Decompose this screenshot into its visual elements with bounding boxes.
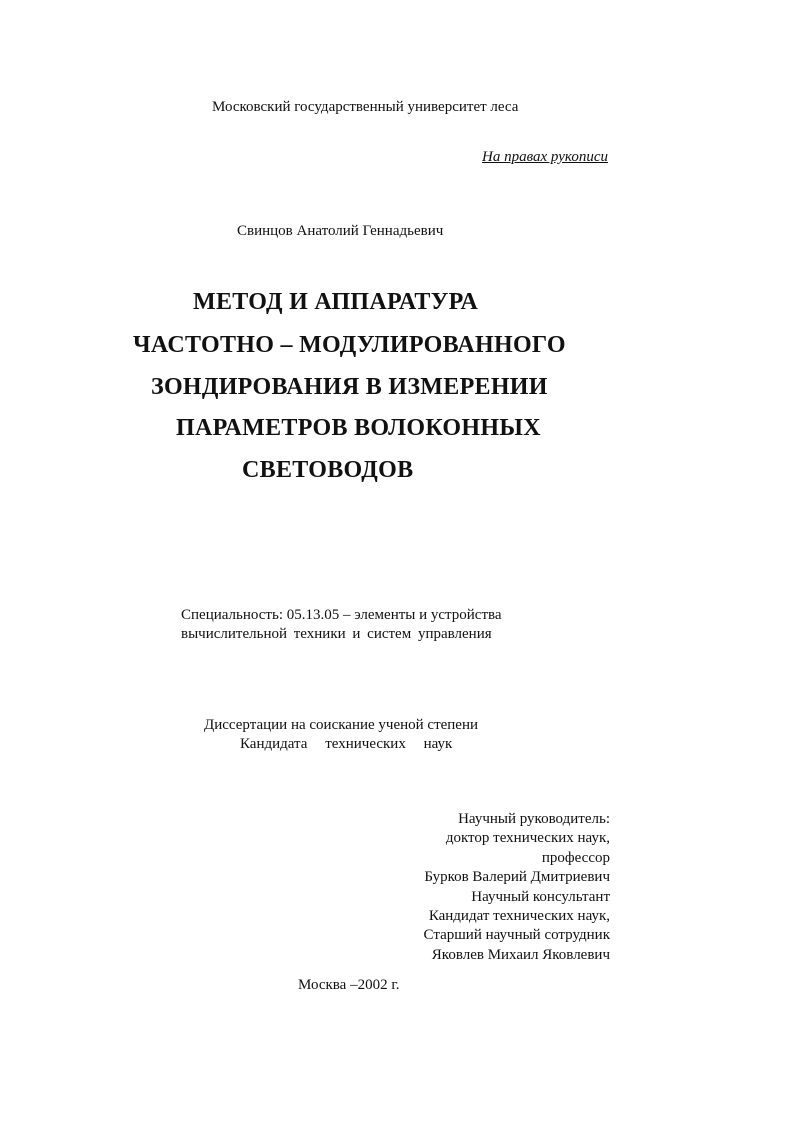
- specialty-line-1: Специальность: 05.13.05 – элементы и устройства: [181, 607, 502, 623]
- supervisor-line: профессор: [541, 849, 610, 866]
- supervisor-line: Научный руководитель:: [458, 811, 610, 827]
- supervisor-line: доктор технических наук,: [445, 830, 610, 847]
- author-name: Свинцов Анатолий Геннадьевич: [237, 223, 444, 239]
- supervisors-block: [424, 810, 610, 965]
- dissertation-title-line-3: ЗОНДИРОВАНИЯ В ИЗМЕРЕНИИ: [151, 374, 548, 400]
- dissertation-title-line-5: СВЕТОВОДОВ: [242, 457, 414, 483]
- consultant-line: Старший научный сотрудник: [423, 927, 610, 944]
- consultant-line: Научный консультант: [471, 888, 610, 905]
- consultant-line: Кандидат технических наук,: [428, 908, 610, 925]
- degree-line-1: Диссертации на соискание ученой степени: [204, 717, 479, 733]
- dissertation-title-line-1: МЕТОД И АППАРАТУРА: [193, 289, 479, 315]
- manuscript-rights-note: На правах рукописи: [482, 149, 608, 165]
- dissertation-title-line-2: ЧАСТОТНО – МОДУЛИРОВАННОГО: [133, 332, 566, 358]
- dissertation-title-line-4: ПАРАМЕТРОВ ВОЛОКОННЫХ: [176, 415, 541, 441]
- consultant-line: Яковлев Михаил Яковлевич: [431, 946, 610, 963]
- university-name: Московский государственный университет леса: [212, 99, 519, 115]
- supervisor-line: Бурков Валерий Дмитриевич: [424, 869, 610, 886]
- city-year: Москва –2002 г.: [298, 977, 400, 993]
- degree-line-2: Кандидата технических наук: [240, 736, 453, 752]
- specialty-line-2: вычислительной техники и систем управления: [181, 626, 492, 642]
